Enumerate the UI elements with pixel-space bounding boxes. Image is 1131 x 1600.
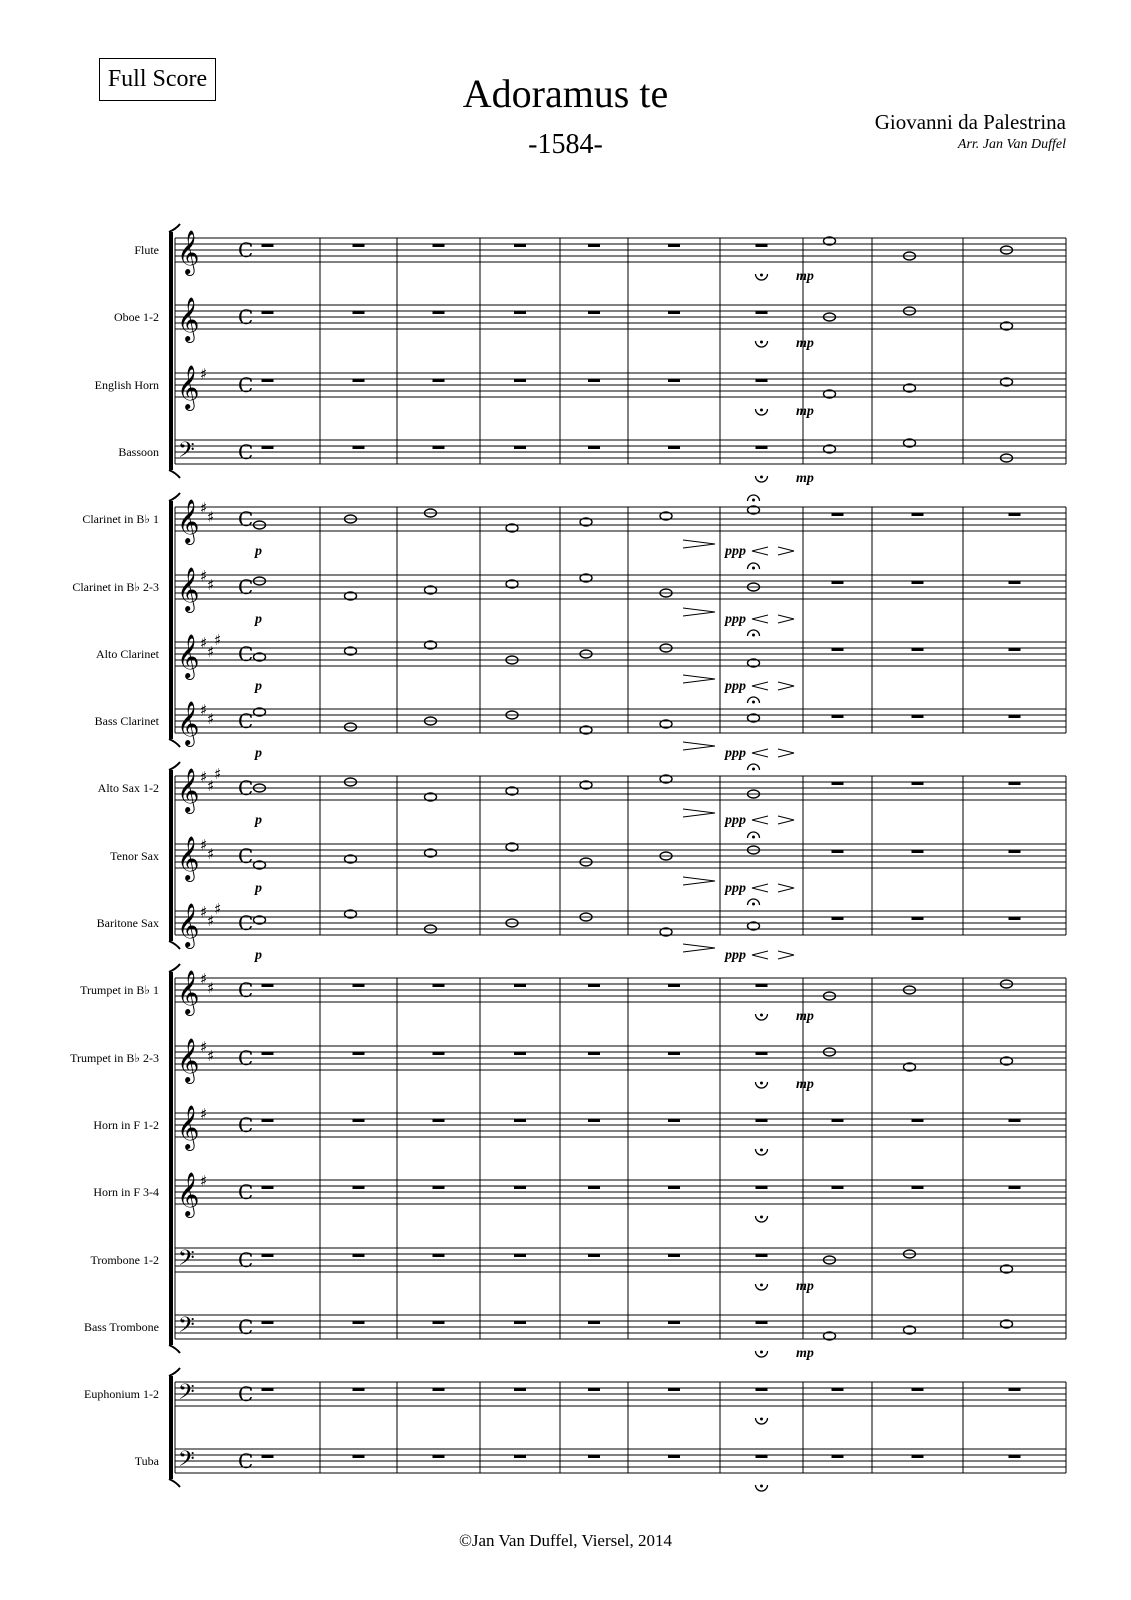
bass-clef-icon: 𝄢 — [178, 438, 195, 468]
whole-rest — [668, 984, 680, 987]
dynamic-marking: mp — [796, 269, 814, 284]
whole-rest — [912, 1388, 924, 1391]
sharp-icon: ♯ — [207, 643, 215, 661]
whole-rest — [353, 1254, 365, 1257]
crescendo-hairpin — [752, 951, 768, 959]
fermata-dot — [760, 1082, 763, 1085]
decrescendo-hairpin — [778, 615, 794, 623]
whole-rest — [514, 1119, 526, 1122]
whole-rest — [756, 984, 768, 987]
whole-rest — [832, 1119, 844, 1122]
crescendo-hairpin — [752, 816, 768, 824]
whole-rest — [433, 1455, 445, 1458]
fermata-dot — [752, 499, 755, 502]
bass-clef-icon: 𝄢 — [178, 1313, 195, 1343]
whole-rest — [1009, 917, 1021, 920]
whole-rest — [514, 244, 526, 247]
whole-rest — [668, 379, 680, 382]
whole-rest — [1009, 782, 1021, 785]
whole-rest — [262, 1119, 274, 1122]
whole-rest — [433, 311, 445, 314]
sharp-icon: ♯ — [200, 836, 208, 854]
group-bracket — [169, 1376, 173, 1479]
whole-rest — [353, 1388, 365, 1391]
dynamic-marking: mp — [796, 336, 814, 351]
decrescendo-hairpin — [683, 540, 715, 548]
time-signature: C — [238, 1382, 254, 1406]
whole-rest — [756, 1119, 768, 1122]
decrescendo-hairpin — [778, 547, 794, 555]
whole-rest — [1009, 581, 1021, 584]
whole-rest — [353, 244, 365, 247]
whole-rest — [433, 446, 445, 449]
fermata-dot — [752, 567, 755, 570]
dynamic-marking: mp — [796, 1009, 814, 1024]
crescendo-hairpin — [752, 547, 768, 555]
time-signature: C — [238, 1449, 254, 1473]
whole-rest — [588, 984, 600, 987]
whole-rest — [1009, 715, 1021, 718]
dynamic-marking: p — [255, 948, 262, 963]
fermata-dot — [760, 1485, 763, 1488]
sharp-icon: ♯ — [200, 365, 208, 383]
dynamic-marking: p — [255, 746, 262, 761]
sharp-icon: ♯ — [200, 903, 208, 921]
whole-rest — [433, 1052, 445, 1055]
sharp-icon: ♯ — [207, 912, 215, 930]
score-year: -1584- — [528, 129, 603, 160]
whole-rest — [912, 782, 924, 785]
sharp-icon: ♯ — [200, 768, 208, 786]
whole-rest — [832, 648, 844, 651]
whole-rest — [262, 1388, 274, 1391]
whole-rest — [832, 1186, 844, 1189]
whole-rest — [668, 311, 680, 314]
whole-rest — [668, 244, 680, 247]
dynamic-marking: p — [255, 881, 262, 896]
whole-rest — [668, 1119, 680, 1122]
whole-rest — [668, 1052, 680, 1055]
dynamic-marking: ppp — [725, 881, 746, 896]
whole-rest — [433, 1119, 445, 1122]
time-signature: C — [238, 844, 254, 868]
instrument-label: Euphonium 1-2 — [84, 1387, 159, 1401]
fermata-dot — [760, 409, 763, 412]
whole-rest — [433, 244, 445, 247]
treble-clef-icon: 𝄞 — [177, 634, 200, 678]
whole-rest — [1009, 1388, 1021, 1391]
whole-rest — [588, 446, 600, 449]
whole-rest — [262, 1186, 274, 1189]
dynamic-marking: ppp — [725, 679, 746, 694]
whole-rest — [262, 311, 274, 314]
time-signature: C — [238, 911, 254, 935]
whole-rest — [353, 311, 365, 314]
whole-rest — [912, 581, 924, 584]
whole-rest — [1009, 850, 1021, 853]
whole-rest — [588, 379, 600, 382]
dynamic-marking: ppp — [725, 612, 746, 627]
sharp-icon: ♯ — [207, 1047, 215, 1065]
treble-clef-icon: 𝄞 — [177, 836, 200, 880]
whole-rest — [832, 917, 844, 920]
bracket-hook-bottom — [169, 1479, 180, 1487]
instrument-label: Trombone 1-2 — [90, 1253, 159, 1267]
crescendo-hairpin — [752, 884, 768, 892]
sharp-icon: ♯ — [214, 631, 222, 649]
whole-rest — [912, 917, 924, 920]
whole-rest — [588, 1052, 600, 1055]
instrument-label: Alto Sax 1-2 — [97, 781, 159, 795]
whole-rest — [353, 446, 365, 449]
decrescendo-hairpin — [683, 944, 715, 952]
whole-rest — [588, 1455, 600, 1458]
whole-rest — [756, 311, 768, 314]
instrument-label: Bass Clarinet — [94, 714, 159, 728]
copyright-footer: ©Jan Van Duffel, Viersel, 2014 — [458, 1531, 673, 1550]
time-signature: C — [238, 642, 254, 666]
treble-clef-icon: 𝄞 — [177, 365, 200, 409]
whole-rest — [756, 446, 768, 449]
treble-clef-icon: 𝄞 — [177, 297, 200, 341]
group-bracket — [169, 501, 173, 739]
fermata-dot — [760, 1216, 763, 1219]
dynamic-marking: mp — [796, 1346, 814, 1361]
whole-rest — [832, 581, 844, 584]
whole-rest — [433, 1321, 445, 1324]
instrument-label: Horn in F 1-2 — [93, 1118, 159, 1132]
crescendo-hairpin — [752, 615, 768, 623]
dynamic-marking: ppp — [725, 544, 746, 559]
whole-rest — [588, 311, 600, 314]
whole-rest — [514, 984, 526, 987]
treble-clef-icon: 𝄞 — [177, 1172, 200, 1216]
treble-clef-icon: 𝄞 — [177, 230, 200, 274]
instrument-label: Oboe 1-2 — [114, 310, 159, 324]
whole-rest — [1009, 513, 1021, 516]
bass-clef-icon: 𝄢 — [178, 1246, 195, 1276]
instrument-label: Trumpet in B♭ 2-3 — [70, 1051, 159, 1065]
time-signature: C — [238, 238, 254, 262]
time-signature: C — [238, 305, 254, 329]
whole-rest — [912, 1119, 924, 1122]
whole-rest — [433, 379, 445, 382]
whole-rest — [912, 648, 924, 651]
whole-rest — [1009, 1455, 1021, 1458]
sharp-icon: ♯ — [200, 1038, 208, 1056]
whole-rest — [588, 1186, 600, 1189]
composer-name: Giovanni da Palestrina — [874, 110, 1066, 134]
score-type-label: Full Score — [99, 58, 216, 101]
whole-rest — [912, 850, 924, 853]
fermata-dot — [752, 701, 755, 704]
bracket-hook-top — [169, 1368, 180, 1376]
instrument-label: Flute — [134, 243, 159, 257]
whole-rest — [756, 1052, 768, 1055]
whole-rest — [832, 850, 844, 853]
whole-rest — [514, 1388, 526, 1391]
time-signature: C — [238, 709, 254, 733]
instrument-label: Bass Trombone — [83, 1320, 159, 1334]
instrument-label: Tuba — [134, 1454, 159, 1468]
bracket-hook-bottom — [169, 470, 180, 478]
whole-rest — [912, 715, 924, 718]
dynamic-marking: ppp — [725, 746, 746, 761]
fermata-dot — [760, 274, 763, 277]
whole-rest — [514, 1186, 526, 1189]
whole-rest — [668, 1186, 680, 1189]
time-signature: C — [238, 575, 254, 599]
fermata-dot — [752, 903, 755, 906]
whole-rest — [514, 1052, 526, 1055]
time-signature: C — [238, 1248, 254, 1272]
whole-rest — [262, 446, 274, 449]
whole-rest — [588, 1321, 600, 1324]
instrument-label: Alto Clarinet — [96, 647, 159, 661]
whole-rest — [1009, 1186, 1021, 1189]
treble-clef-icon: 𝄞 — [177, 903, 200, 947]
whole-rest — [912, 1455, 924, 1458]
whole-rest — [756, 1455, 768, 1458]
whole-rest — [1009, 1119, 1021, 1122]
fermata-dot — [760, 341, 763, 344]
dynamic-marking: p — [255, 679, 262, 694]
sharp-icon: ♯ — [207, 777, 215, 795]
dynamic-marking: mp — [796, 1077, 814, 1092]
whole-rest — [668, 1254, 680, 1257]
whole-rest — [353, 379, 365, 382]
treble-clef-icon: 𝄞 — [177, 701, 200, 745]
whole-rest — [588, 1119, 600, 1122]
arranger-name: Arr. Jan Van Duffel — [957, 137, 1066, 152]
whole-rest — [433, 1254, 445, 1257]
whole-rest — [353, 1321, 365, 1324]
whole-rest — [433, 984, 445, 987]
whole-rest — [668, 1455, 680, 1458]
whole-rest — [1009, 648, 1021, 651]
whole-rest — [832, 782, 844, 785]
whole-rest — [262, 984, 274, 987]
whole-rest — [668, 446, 680, 449]
crescendo-hairpin — [752, 682, 768, 690]
instrument-label: Tenor Sax — [110, 849, 159, 863]
whole-rest — [588, 1388, 600, 1391]
treble-clef-icon: 𝄞 — [177, 970, 200, 1014]
whole-rest — [514, 311, 526, 314]
whole-rest — [433, 1388, 445, 1391]
sharp-icon: ♯ — [200, 567, 208, 585]
decrescendo-hairpin — [683, 675, 715, 683]
treble-clef-icon: 𝄞 — [177, 1105, 200, 1149]
sharp-icon: ♯ — [200, 499, 208, 517]
whole-rest — [588, 244, 600, 247]
fermata-dot — [752, 836, 755, 839]
sharp-icon: ♯ — [207, 576, 215, 594]
time-signature: C — [238, 373, 254, 397]
instrument-label: Clarinet in B♭ 1 — [82, 512, 159, 526]
dynamic-marking: mp — [796, 471, 814, 486]
whole-rest — [514, 379, 526, 382]
sharp-icon: ♯ — [200, 1105, 208, 1123]
whole-rest — [668, 1388, 680, 1391]
decrescendo-hairpin — [778, 951, 794, 959]
group-bracket — [169, 770, 173, 941]
instrument-label: Clarinet in B♭ 2-3 — [72, 580, 159, 594]
treble-clef-icon: 𝄞 — [177, 768, 200, 812]
instrument-label: Baritone Sax — [96, 916, 159, 930]
whole-rest — [353, 1119, 365, 1122]
fermata-dot — [760, 1284, 763, 1287]
whole-rest — [514, 1455, 526, 1458]
time-signature: C — [238, 776, 254, 800]
whole-rest — [262, 1321, 274, 1324]
treble-clef-icon: 𝄞 — [177, 499, 200, 543]
whole-rest — [514, 1254, 526, 1257]
sharp-icon: ♯ — [200, 970, 208, 988]
dynamic-marking: mp — [796, 1279, 814, 1294]
time-signature: C — [238, 1113, 254, 1137]
dynamic-marking: mp — [796, 404, 814, 419]
whole-rest — [912, 1186, 924, 1189]
sharp-icon: ♯ — [200, 701, 208, 719]
dynamic-marking: p — [255, 612, 262, 627]
fermata-dot — [760, 1149, 763, 1152]
whole-rest — [832, 1388, 844, 1391]
sharp-icon: ♯ — [207, 979, 215, 997]
decrescendo-hairpin — [778, 884, 794, 892]
whole-rest — [832, 715, 844, 718]
whole-rest — [756, 379, 768, 382]
bracket-hook-bottom — [169, 1345, 180, 1353]
fermata-dot — [752, 634, 755, 637]
group-bracket — [169, 972, 173, 1345]
whole-rest — [353, 984, 365, 987]
decrescendo-hairpin — [683, 877, 715, 885]
sharp-icon: ♯ — [200, 1172, 208, 1190]
instrument-label: Horn in F 3-4 — [93, 1185, 159, 1199]
whole-rest — [912, 513, 924, 516]
whole-rest — [262, 1254, 274, 1257]
whole-rest — [756, 1321, 768, 1324]
decrescendo-hairpin — [683, 742, 715, 750]
group-bracket — [169, 232, 173, 470]
instrument-label: Trumpet in B♭ 1 — [80, 983, 159, 997]
time-signature: C — [238, 440, 254, 464]
sharp-icon: ♯ — [200, 634, 208, 652]
whole-rest — [756, 1186, 768, 1189]
bass-clef-icon: 𝄢 — [178, 1447, 195, 1477]
sharp-icon: ♯ — [207, 845, 215, 863]
decrescendo-hairpin — [683, 809, 715, 817]
whole-rest — [262, 1455, 274, 1458]
time-signature: C — [238, 1315, 254, 1339]
sharp-icon: ♯ — [214, 765, 222, 783]
dynamic-marking: p — [255, 813, 262, 828]
whole-rest — [433, 1186, 445, 1189]
whole-rest — [756, 1388, 768, 1391]
sharp-icon: ♯ — [207, 508, 215, 526]
sharp-icon: ♯ — [207, 710, 215, 728]
decrescendo-hairpin — [683, 608, 715, 616]
whole-rest — [353, 1186, 365, 1189]
whole-rest — [668, 1321, 680, 1324]
fermata-dot — [760, 1351, 763, 1354]
decrescendo-hairpin — [778, 749, 794, 757]
decrescendo-hairpin — [778, 682, 794, 690]
whole-rest — [514, 446, 526, 449]
score-title: Adoramus te — [462, 71, 669, 116]
time-signature: C — [238, 507, 254, 531]
decrescendo-hairpin — [778, 816, 794, 824]
time-signature: C — [238, 1180, 254, 1204]
whole-rest — [756, 244, 768, 247]
fermata-dot — [760, 1418, 763, 1421]
instrument-label: English Horn — [94, 378, 159, 392]
whole-rest — [353, 1455, 365, 1458]
instrument-label: Bassoon — [118, 445, 159, 459]
time-signature: C — [238, 978, 254, 1002]
fermata-dot — [760, 1014, 763, 1017]
whole-rest — [262, 244, 274, 247]
whole-rest — [262, 379, 274, 382]
fermata-dot — [752, 768, 755, 771]
whole-rest — [588, 1254, 600, 1257]
whole-rest — [262, 1052, 274, 1055]
treble-clef-icon: 𝄞 — [177, 1038, 200, 1082]
whole-rest — [353, 1052, 365, 1055]
dynamic-marking: ppp — [725, 813, 746, 828]
sharp-icon: ♯ — [214, 900, 222, 918]
crescendo-hairpin — [752, 749, 768, 757]
whole-rest — [832, 513, 844, 516]
dynamic-marking: ppp — [725, 948, 746, 963]
time-signature: C — [238, 1046, 254, 1070]
treble-clef-icon: 𝄞 — [177, 567, 200, 611]
dynamic-marking: p — [255, 544, 262, 559]
bass-clef-icon: 𝄢 — [178, 1380, 195, 1410]
fermata-dot — [760, 476, 763, 479]
whole-rest — [514, 1321, 526, 1324]
whole-rest — [756, 1254, 768, 1257]
whole-rest — [832, 1455, 844, 1458]
